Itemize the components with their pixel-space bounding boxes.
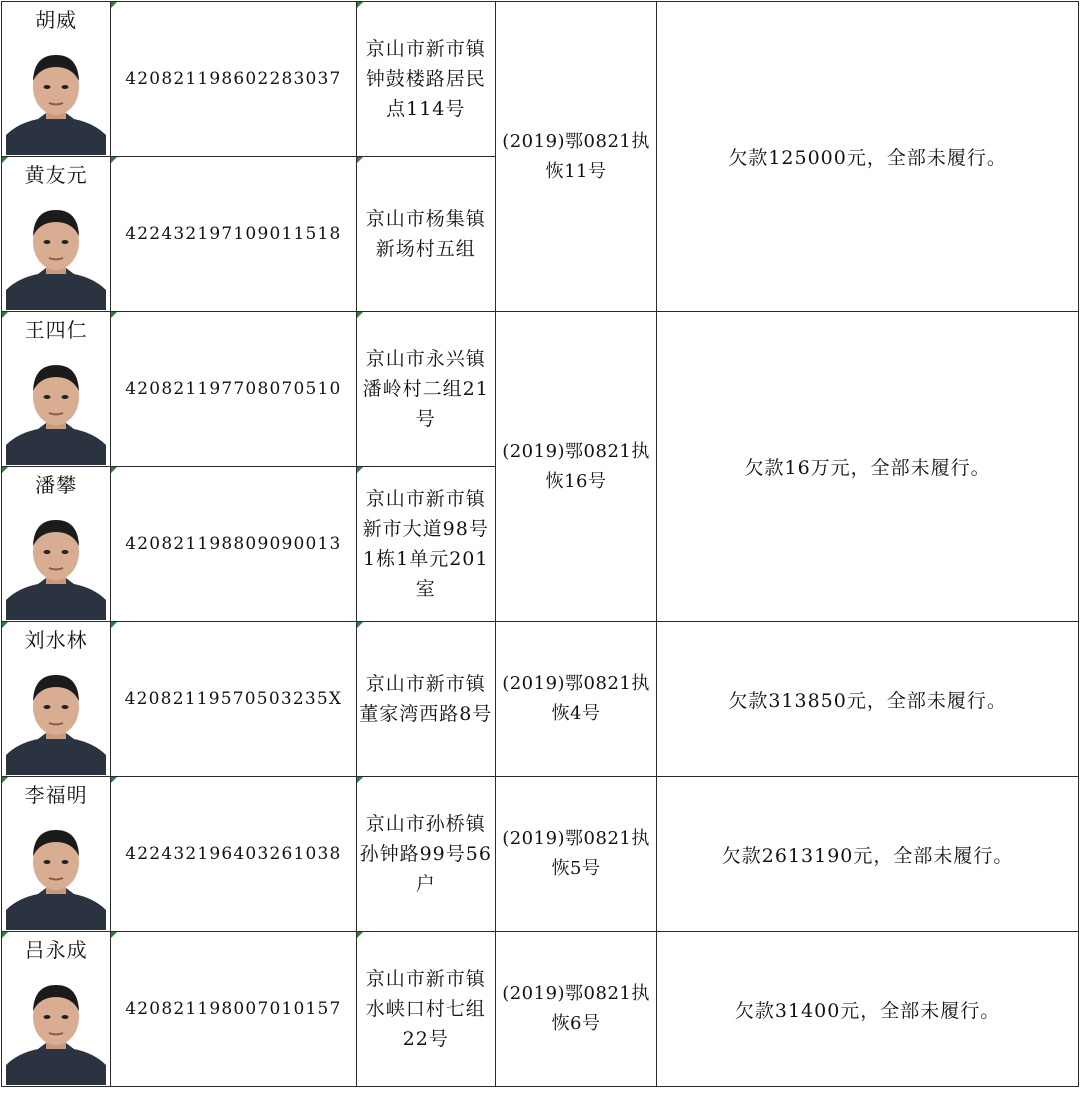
case-number: (2019)鄂0821执恢11号 xyxy=(495,2,656,312)
id-number: 420821198602283037 xyxy=(111,2,356,157)
portrait-photo xyxy=(6,37,106,155)
person-name: 刘水林 xyxy=(24,628,88,652)
debt-note: 欠款313850元，全部未履行。 xyxy=(657,622,1079,777)
table-row xyxy=(2,312,1079,467)
address: 京山市新市镇水峡口村七组22号 xyxy=(356,932,495,1087)
person-cell xyxy=(2,467,111,622)
debt-note: 欠款31400元，全部未履行。 xyxy=(657,932,1079,1087)
id-number: 420821197708070510 xyxy=(111,312,356,467)
portrait-photo xyxy=(6,812,106,930)
address: 京山市孙桥镇孙钟路99号56户 xyxy=(356,777,495,932)
table-row xyxy=(2,622,1079,777)
id-number: 422432197109011518 xyxy=(111,157,356,312)
case-number: (2019)鄂0821执恢16号 xyxy=(495,312,656,622)
debt-note: 欠款125000元，全部未履行。 xyxy=(657,2,1079,312)
address: 京山市永兴镇潘岭村二组21号 xyxy=(356,312,495,467)
address: 京山市杨集镇新场村五组 xyxy=(356,157,495,312)
person-cell xyxy=(2,157,111,312)
person-name: 李福明 xyxy=(24,783,88,807)
id-number: 420821198809090013 xyxy=(111,467,356,622)
debt-note: 欠款16万元，全部未履行。 xyxy=(657,312,1079,622)
portrait-photo xyxy=(6,192,106,310)
address: 京山市新市镇董家湾西路8号 xyxy=(356,622,495,777)
portrait-photo xyxy=(6,502,106,620)
case-number: (2019)鄂0821执恢5号 xyxy=(495,777,656,932)
person-name: 潘攀 xyxy=(35,473,78,497)
debtor-table xyxy=(1,1,1079,1087)
id-number: 422432196403261038 xyxy=(111,777,356,932)
person-cell xyxy=(2,622,111,777)
table-row xyxy=(2,932,1079,1087)
person-cell xyxy=(2,932,111,1087)
person-name: 吕永成 xyxy=(24,938,88,962)
person-cell xyxy=(2,777,111,932)
debt-note: 欠款2613190元，全部未履行。 xyxy=(657,777,1079,932)
case-number: (2019)鄂0821执恢4号 xyxy=(495,622,656,777)
address: 京山市新市镇新市大道98号1栋1单元201室 xyxy=(356,467,495,622)
portrait-photo xyxy=(6,657,106,775)
person-cell xyxy=(2,312,111,467)
case-number: (2019)鄂0821执恢6号 xyxy=(495,932,656,1087)
person-name: 胡威 xyxy=(35,8,78,32)
person-name: 黄友元 xyxy=(24,163,88,187)
portrait-photo xyxy=(6,347,106,465)
portrait-photo xyxy=(6,967,106,1085)
person-name: 王四仁 xyxy=(24,318,88,342)
id-number: 42082119570503235X xyxy=(111,622,356,777)
table-row xyxy=(2,777,1079,932)
person-cell xyxy=(2,2,111,157)
address: 京山市新市镇钟鼓楼路居民点114号 xyxy=(356,2,495,157)
id-number: 420821198007010157 xyxy=(111,932,356,1087)
table-row xyxy=(2,2,1079,157)
